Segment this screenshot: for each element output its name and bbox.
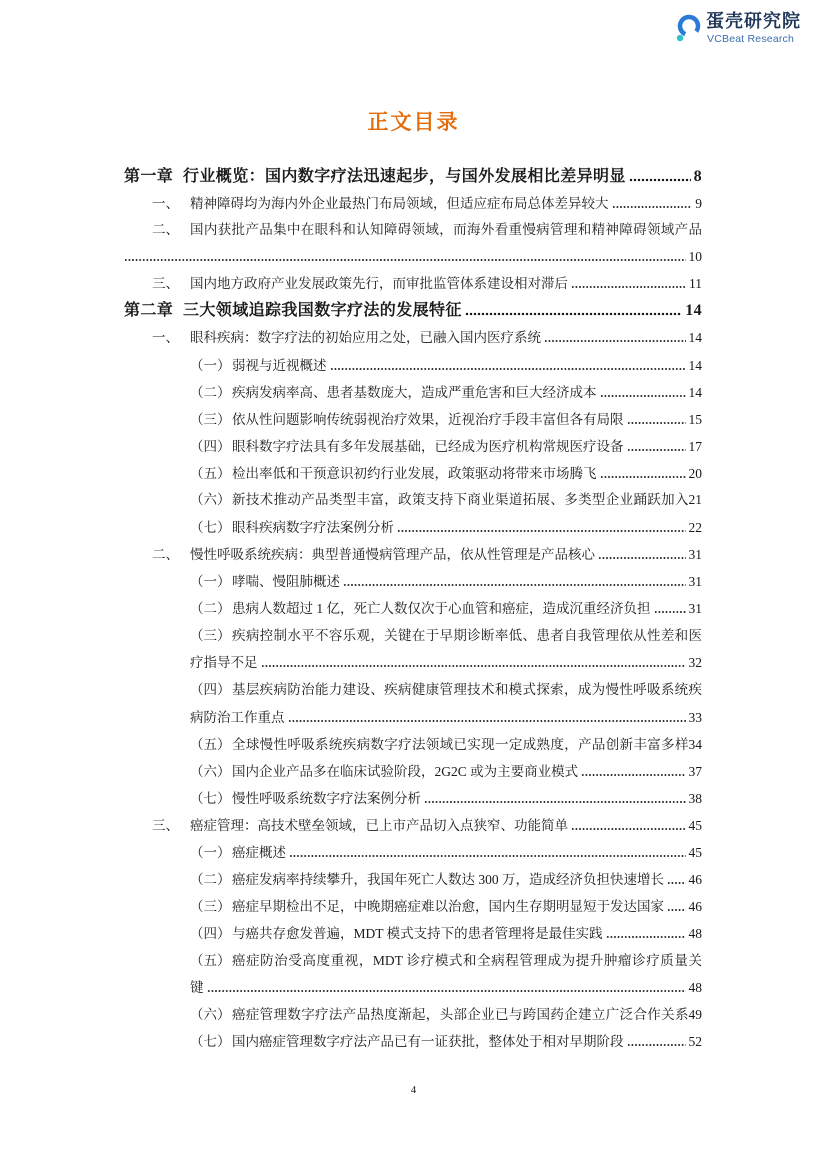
toc-entry-subsection[interactable] — [190, 518, 702, 538]
toc-entry-title: 病防治工作重点 — [190, 710, 285, 725]
toc-entry-continuation[interactable] — [190, 978, 702, 998]
toc-entry-number: （三） — [190, 412, 231, 427]
toc-entry-title: 疗指导不足 — [190, 655, 258, 670]
toc-entry-page: 45 — [688, 818, 702, 833]
toc-entry-continuation[interactable] — [190, 708, 702, 728]
toc-entry-title: 精神障碍均为海内外企业最热门布局领域，但适应症布局总体差异较大 — [190, 196, 609, 211]
toc-entry-continuation[interactable] — [124, 247, 702, 267]
toc-entry-title: 癌症概述 — [232, 845, 286, 860]
toc-entry-page: 37 — [688, 764, 702, 779]
toc-entry-title: 国内地方政府产业发展政策先行，而审批监管体系建设相对滞后 — [190, 276, 568, 291]
toc-entry-number: （三） — [190, 628, 231, 643]
toc-entry-page: 31 — [688, 574, 702, 589]
toc-entry-page: 8 — [693, 168, 702, 185]
toc-entry-number: （六） — [190, 764, 231, 779]
toc-entry-number: （二） — [190, 601, 231, 616]
toc-entry-number: （五） — [190, 953, 231, 968]
toc-entry-subsection[interactable] — [190, 490, 702, 510]
page-number: 4 — [410, 1084, 417, 1096]
dot-leader — [289, 854, 686, 858]
toc-entry-title: 哮喘、慢阻肺概述 — [232, 574, 340, 589]
toc-entry-subsection[interactable] — [190, 356, 702, 376]
dot-leader — [571, 827, 686, 831]
toc-entry-number: （五） — [190, 466, 231, 481]
dot-leader — [612, 205, 693, 209]
toc-entry-title: 癌症防治受高度重视，MDT 诊疗模式和全病程管理成为提升肿瘤诊疗质量关 — [232, 953, 702, 968]
toc-entry-title: 癌症管理：高技术壁垒领域，已上市产品切入点狭窄、功能简单 — [190, 818, 568, 833]
toc-entry-title: 依从性问题影响传统弱视治疗效果，近视治疗手段丰富但各有局限 — [232, 412, 624, 427]
toc-entry-subsection[interactable] — [190, 437, 702, 457]
dot-leader — [627, 1043, 686, 1047]
toc-entry-title: 检出率低和干预意识初约行业发展，政策驱动将带来市场腾飞 — [232, 466, 597, 481]
toc-entry-section[interactable] — [152, 816, 702, 836]
toc-entry-number: （二） — [190, 872, 231, 887]
toc-entry-page: 22 — [688, 520, 702, 535]
toc-entry-subsection[interactable] — [190, 410, 702, 430]
toc-entry-page: 14 — [688, 385, 702, 400]
toc-entry-page: 10 — [688, 249, 702, 264]
toc-entry-page: 33 — [688, 710, 702, 725]
toc-entry-section[interactable] — [152, 274, 702, 294]
toc-entry-number: 二、 — [152, 547, 179, 562]
toc-entry-section[interactable] — [152, 545, 702, 565]
toc-entry-page: 31 — [688, 547, 702, 562]
toc-entry-title: 眼科疾病：数字疗法的初始应用之处，已融入国内医疗系统 — [190, 330, 541, 345]
toc-entry-chapter[interactable] — [124, 301, 702, 321]
toc-entry-subsection[interactable] — [190, 951, 702, 971]
toc-entry-page: 20 — [688, 466, 702, 481]
toc-entry-number: （二） — [190, 385, 231, 400]
toc-entry-page: 52 — [688, 1034, 702, 1049]
toc-entry-subsection[interactable] — [190, 897, 702, 917]
toc-entry-subsection[interactable] — [190, 870, 702, 890]
toc-entry-page: 48 — [688, 926, 702, 941]
toc-entry-title: 疾病发病率高、患者基数庞大，造成严重危害和巨大经济成本 — [232, 385, 597, 400]
toc-entry-title: 慢性呼吸系统疾病：典型普通慢病管理产品，依从性管理是产品核心 — [190, 547, 595, 562]
dot-leader — [544, 339, 686, 343]
toc-entry-page: 46 — [688, 872, 702, 887]
toc-entry-section[interactable] — [152, 194, 702, 214]
toc-entry-number: （六） — [190, 492, 231, 507]
toc-entry-title: 癌症管理数字疗法产品热度渐起，头部企业已与跨国药企建立广泛合作关系 — [232, 1007, 689, 1022]
toc-entry-subsection[interactable] — [190, 843, 702, 863]
toc-entry-subsection[interactable] — [190, 680, 702, 700]
toc-entry-page: 17 — [688, 439, 702, 454]
dot-leader — [581, 773, 685, 777]
toc-entry-title: 慢性呼吸系统数字疗法案例分析 — [232, 791, 421, 806]
toc-entry-subsection[interactable] — [190, 789, 702, 809]
toc-entry-number: 三、 — [152, 818, 179, 833]
toc-entry-page: 14 — [688, 330, 702, 345]
dot-leader — [627, 421, 686, 425]
toc-entry-number: 第二章 — [124, 302, 174, 319]
toc-entry-page: 34 — [688, 737, 702, 752]
toc-entry-number: （四） — [190, 682, 231, 697]
toc-entry-number: （五） — [190, 737, 231, 752]
dot-leader — [667, 908, 686, 912]
toc-entry-title: 癌症早期检出不足，中晚期癌症难以治愈，国内生存期明显短于发达国家 — [232, 899, 664, 914]
toc-entry-title: 疾病控制水平不容乐观，关键在于早期诊断率低、患者自我管理依从性差和医 — [232, 628, 702, 643]
toc-entry-title: 弱视与近视概述 — [232, 358, 327, 373]
toc-entry-number: （一） — [190, 358, 231, 373]
toc-entry-title: 患病人数超过 1 亿，死亡人数仅次于心血管和癌症，造成沉重经济负担 — [232, 601, 651, 616]
toc-entry-subsection[interactable] — [190, 735, 702, 755]
dot-leader — [600, 475, 686, 479]
toc-entry-subsection[interactable] — [190, 464, 702, 484]
toc-entry-title: 眼科疾病数字疗法案例分析 — [232, 520, 394, 535]
dot-leader — [465, 312, 682, 316]
toc-entry-page: 21 — [688, 492, 702, 507]
toc-entry-number: （七） — [190, 1034, 231, 1049]
toc-entry-page: 45 — [688, 845, 702, 860]
toc-entry-page: 11 — [689, 276, 702, 291]
toc-entry-title: 国内获批产品集中在眼科和认知障碍领域，而海外看重慢病管理和精神障碍领域产品 — [190, 222, 702, 237]
toc-entry-subsection[interactable] — [190, 383, 702, 403]
dot-leader — [667, 881, 686, 885]
toc-entry-number: （六） — [190, 1007, 231, 1022]
toc-entry-number: （三） — [190, 899, 231, 914]
toc-entry-title: 与癌共存愈发普遍，MDT 模式支持下的患者管理将是最佳实践 — [232, 926, 603, 941]
dot-leader — [424, 800, 686, 804]
toc-entry-chapter[interactable] — [124, 167, 702, 187]
toc-entry-number: （一） — [190, 845, 231, 860]
toc-entry-number: （四） — [190, 439, 231, 454]
toc-entry-subsection[interactable] — [190, 1005, 702, 1025]
toc-entry-page: 14 — [688, 358, 702, 373]
toc-entry-title: 行业概览：国内数字疗法迅速起步，与国外发展相比差异明显 — [183, 168, 626, 185]
toc-entry-number: （一） — [190, 574, 231, 589]
toc-entry-title: 键 — [190, 980, 204, 995]
dot-leader — [261, 664, 686, 668]
vcbeat-logo-icon — [674, 14, 702, 44]
dot-leader — [343, 583, 686, 587]
toc-entry-subsection[interactable] — [190, 572, 702, 592]
toc-entry-page: 9 — [695, 196, 702, 211]
dot-leader — [627, 448, 686, 452]
toc-entry-subsection[interactable] — [190, 762, 702, 782]
toc-entry-number: 第一章 — [124, 168, 174, 185]
dot-leader — [598, 556, 686, 560]
dot-leader — [629, 178, 691, 182]
dot-leader — [606, 935, 686, 939]
toc-entry-subsection[interactable] — [190, 599, 702, 619]
dot-leader — [654, 610, 686, 614]
toc-entry-number: （七） — [190, 520, 231, 535]
toc-entry-number: 一、 — [152, 330, 179, 345]
toc-entry-page: 46 — [688, 899, 702, 914]
toc-entry-section[interactable] — [152, 220, 702, 240]
dot-leader — [600, 394, 686, 398]
toc-entry-page: 15 — [688, 412, 702, 427]
logo-name-en: VCBeat Research — [707, 33, 795, 45]
toc-entry-number: （四） — [190, 926, 231, 941]
toc-entry-title: 三大领域追踪我国数字疗法的发展特征 — [183, 302, 462, 319]
toc-entry-page: 38 — [688, 791, 702, 806]
toc-entry-continuation[interactable] — [190, 653, 702, 673]
toc-entry-section[interactable] — [152, 328, 702, 348]
toc-entry-title: 国内癌症管理数字疗法产品已有一证获批，整体处于相对早期阶段 — [232, 1034, 624, 1049]
toc-entry-number: 二、 — [152, 222, 179, 237]
toc-entry-page: 31 — [688, 601, 702, 616]
toc-entry-title: 国内企业产品多在临床试验阶段，2G2C 或为主要商业模式 — [232, 764, 579, 779]
page-title: 正文目录 — [367, 110, 460, 134]
toc-entry-subsection[interactable] — [190, 924, 702, 944]
dot-leader — [330, 367, 686, 371]
dot-leader — [207, 989, 686, 993]
toc-entry-number: 三、 — [152, 276, 179, 291]
toc-entry-subsection[interactable] — [190, 1032, 702, 1052]
toc-entry-title: 癌症发病率持续攀升，我国年死亡人数达 300 万，造成经济负担快速增长 — [232, 872, 664, 887]
toc-entry-page: 14 — [685, 302, 702, 319]
toc-entry-title: 新技术推动产品类型丰富，政策支持下商业渠道拓展、多类型企业踊跃加入 — [232, 492, 689, 507]
toc-entry-subsection[interactable] — [190, 626, 702, 646]
toc-entry-page: 49 — [688, 1007, 702, 1022]
dot-leader — [288, 719, 686, 723]
dot-leader — [397, 529, 686, 533]
logo-name-cn: 蛋壳研究院 — [706, 11, 801, 31]
toc-entry-title: 全球慢性呼吸系统疾病数字疗法领域已实现一定成熟度，产品创新丰富多样 — [232, 737, 689, 752]
dot-leader — [571, 285, 686, 289]
toc-entry-page: 48 — [688, 980, 702, 995]
vcbeat-logo — [674, 10, 808, 48]
toc-entry-page: 32 — [688, 655, 702, 670]
toc-entry-title: 眼科数字疗法具有多年发展基础，已经成为医疗机构常规医疗设备 — [232, 439, 624, 454]
dot-leader — [124, 258, 686, 262]
toc-entry-title: 基层疾病防治能力建设、疾病健康管理技术和模式探索，成为慢性呼吸系统疾 — [232, 682, 702, 697]
toc-entry-number: 一、 — [152, 196, 179, 211]
toc-entry-number: （七） — [190, 791, 231, 806]
